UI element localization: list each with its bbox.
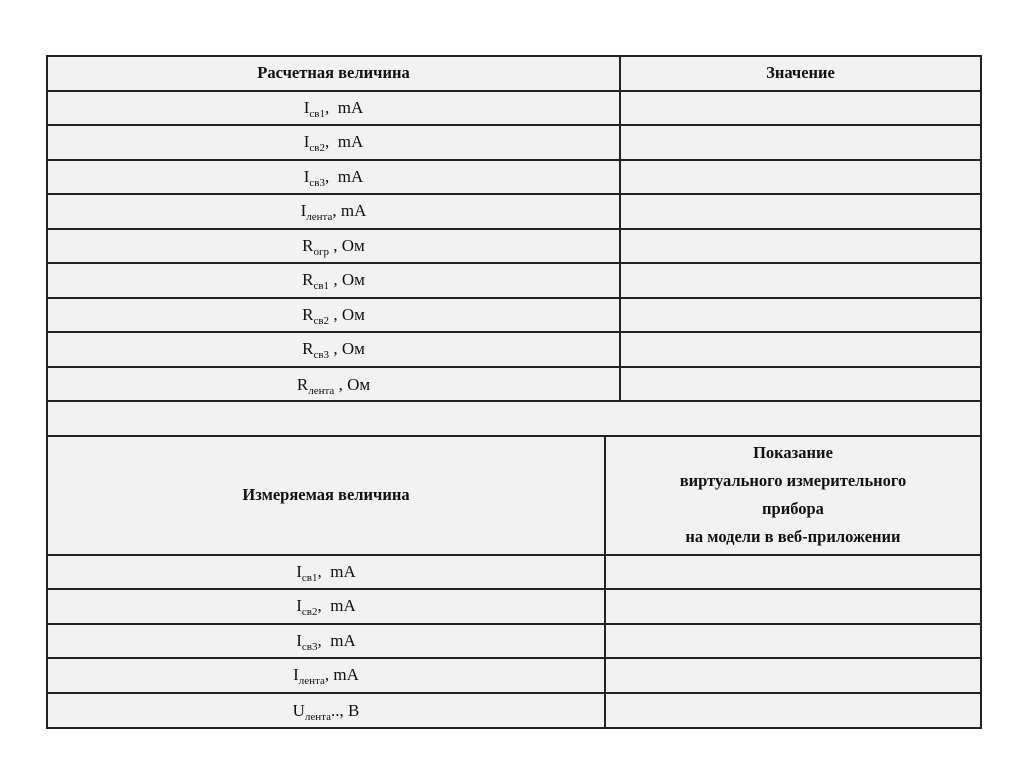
value-input-cell[interactable] bbox=[621, 195, 980, 228]
header-reading-line: виртуального измерительного bbox=[679, 471, 907, 490]
unit: , Ом bbox=[329, 339, 365, 359]
value-input-cell[interactable] bbox=[606, 625, 980, 658]
symbol: I bbox=[296, 630, 302, 650]
quantity-cell bbox=[48, 694, 606, 729]
header-reading-line: Показание bbox=[753, 443, 833, 462]
value-input-cell[interactable] bbox=[606, 590, 980, 623]
subscript: лента bbox=[298, 675, 325, 688]
unit: , Ом bbox=[329, 270, 365, 290]
value-input-cell[interactable] bbox=[621, 92, 980, 125]
value-input-cell[interactable] bbox=[606, 694, 980, 729]
value-input-cell[interactable] bbox=[606, 659, 980, 692]
table-header-row bbox=[48, 437, 980, 556]
table-row bbox=[48, 195, 980, 230]
table-row bbox=[48, 92, 980, 127]
unit: , mA bbox=[325, 132, 364, 152]
value-input-cell[interactable] bbox=[621, 299, 980, 332]
unit: , Ом bbox=[329, 304, 365, 324]
subscript: лента bbox=[308, 384, 335, 397]
value-input-cell[interactable] bbox=[621, 333, 980, 366]
unit: .., B bbox=[331, 700, 360, 720]
symbol: I bbox=[303, 132, 310, 152]
quantity-cell bbox=[48, 625, 606, 658]
quantity-cell bbox=[48, 368, 621, 403]
quantity-cell bbox=[48, 230, 621, 263]
subscript: огр bbox=[313, 245, 330, 258]
header-reading bbox=[606, 437, 980, 554]
unit: , Ом bbox=[329, 235, 365, 255]
table-row bbox=[48, 368, 980, 403]
table-row bbox=[48, 230, 980, 265]
calculated-values-table bbox=[46, 55, 982, 402]
subscript: св2 bbox=[309, 142, 325, 155]
value-input-cell[interactable] bbox=[621, 126, 980, 159]
subscript: лента bbox=[306, 211, 333, 224]
subscript: лента bbox=[304, 710, 332, 723]
symbol: R bbox=[296, 374, 309, 394]
symbol: R bbox=[302, 270, 314, 290]
table-row bbox=[48, 659, 980, 694]
header-reading-line: на модели в веб-приложении bbox=[685, 527, 901, 546]
header-reading-line: прибора bbox=[762, 499, 824, 518]
quantity-cell bbox=[48, 590, 606, 623]
quantity-cell bbox=[48, 659, 606, 692]
symbol: R bbox=[302, 339, 314, 359]
unit: , mA bbox=[332, 201, 367, 221]
value-input-cell[interactable] bbox=[621, 368, 980, 403]
empty-cell bbox=[48, 402, 980, 435]
header-quantity: Измеряемая величина bbox=[48, 437, 606, 554]
header-quantity: Расчетная величина bbox=[48, 57, 621, 90]
unit: , mA bbox=[325, 97, 364, 117]
unit: , mA bbox=[317, 630, 356, 650]
unit: , mA bbox=[324, 665, 359, 685]
header-value: Значение bbox=[766, 63, 835, 83]
value-input-cell[interactable] bbox=[606, 556, 980, 589]
symbol: I bbox=[296, 561, 302, 581]
quantity-cell bbox=[48, 299, 621, 332]
table-row bbox=[48, 556, 980, 591]
table-header-row bbox=[48, 57, 980, 92]
table-row bbox=[48, 694, 980, 729]
symbol: I bbox=[293, 665, 299, 685]
table-row bbox=[48, 333, 980, 368]
value-input-cell[interactable] bbox=[621, 161, 980, 194]
symbol: U bbox=[292, 700, 305, 720]
unit: , mA bbox=[325, 166, 364, 186]
quantity-cell bbox=[48, 92, 621, 125]
quantity-cell bbox=[48, 126, 621, 159]
symbol: I bbox=[296, 596, 302, 616]
unit: , Ом bbox=[334, 374, 371, 394]
symbol: I bbox=[300, 201, 307, 221]
measured-values-table bbox=[46, 400, 982, 729]
quantity-cell bbox=[48, 264, 621, 297]
symbol: R bbox=[302, 235, 314, 255]
value-input-cell[interactable] bbox=[621, 264, 980, 297]
subscript: св2 bbox=[301, 606, 318, 619]
unit: , mA bbox=[317, 561, 356, 581]
empty-row bbox=[48, 402, 980, 437]
subscript: св1 bbox=[301, 571, 318, 584]
subscript: св1 bbox=[309, 107, 325, 120]
subscript: св2 bbox=[313, 314, 330, 327]
subscript: св1 bbox=[313, 280, 330, 293]
quantity-cell bbox=[48, 556, 606, 589]
table-row bbox=[48, 299, 980, 334]
table-row bbox=[48, 126, 980, 161]
subscript: св3 bbox=[301, 640, 318, 653]
table-row bbox=[48, 625, 980, 660]
quantity-cell bbox=[48, 161, 621, 194]
value-input-cell[interactable] bbox=[621, 230, 980, 263]
quantity-cell bbox=[48, 195, 621, 228]
table-row bbox=[48, 590, 980, 625]
subscript: св3 bbox=[313, 349, 330, 362]
unit: , mA bbox=[317, 596, 356, 616]
table-row bbox=[48, 264, 980, 299]
subscript: св3 bbox=[309, 176, 325, 189]
symbol: I bbox=[303, 97, 310, 117]
quantity-cell bbox=[48, 333, 621, 366]
symbol: I bbox=[303, 166, 310, 186]
table-row bbox=[48, 161, 980, 196]
symbol: R bbox=[302, 304, 314, 324]
